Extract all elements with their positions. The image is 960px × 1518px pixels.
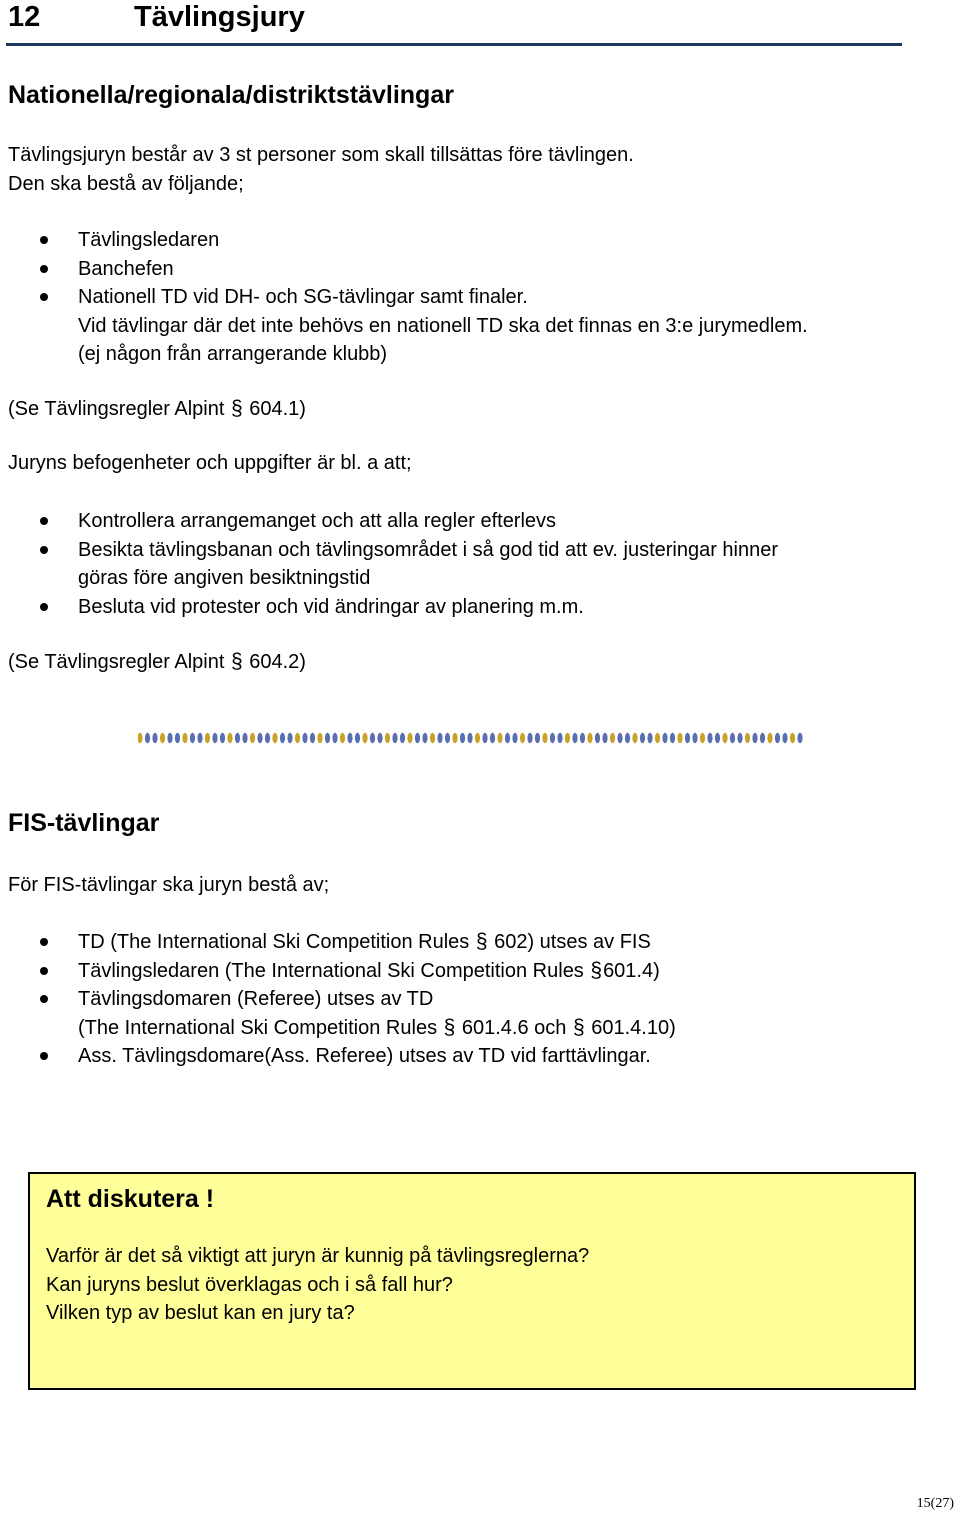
bullet-icon bbox=[40, 967, 48, 975]
divider-bead bbox=[610, 733, 615, 743]
divider-bead bbox=[550, 733, 555, 743]
divider-bead bbox=[295, 733, 300, 743]
divider-bead bbox=[707, 733, 712, 743]
divider-bead bbox=[640, 733, 645, 743]
divider-bead bbox=[475, 733, 480, 743]
bullet-icon bbox=[40, 236, 48, 244]
divider-bead bbox=[670, 733, 675, 743]
divider-bead bbox=[572, 733, 577, 743]
section-sign-icon: § bbox=[590, 958, 603, 982]
divider-bead bbox=[212, 733, 217, 743]
discussion-title: Att diskutera ! bbox=[46, 1185, 215, 1213]
divider-bead bbox=[520, 733, 525, 743]
fis-intro: För FIS-tävlingar ska juryn bestå av; bbox=[8, 874, 330, 896]
divider-bead bbox=[542, 733, 547, 743]
bullet-icon bbox=[40, 938, 48, 946]
divider-bead bbox=[737, 733, 742, 743]
bullet-icon bbox=[40, 293, 48, 301]
list-item-continuation: (ej någon från arrangerande klubb) bbox=[78, 343, 388, 365]
divider-bead bbox=[347, 733, 352, 743]
rule-reference-2: (Se Tävlingsregler Alpint § 604.2) bbox=[8, 650, 306, 673]
divider-bead bbox=[482, 733, 487, 743]
list-item-continuation: (The International Ski Competition Rules § 601.4.6 och § 601.4.10) bbox=[78, 1015, 676, 1039]
chapter-number: 12 bbox=[8, 1, 41, 33]
divider-bead bbox=[332, 733, 337, 743]
divider-bead bbox=[647, 733, 652, 743]
divider-bead bbox=[595, 733, 600, 743]
divider-bead bbox=[715, 733, 720, 743]
rule-reference-1: (Se Tävlingsregler Alpint § 604.1) bbox=[8, 397, 306, 420]
divider-bead bbox=[197, 733, 202, 743]
bullet-icon bbox=[40, 995, 48, 1003]
divider-bead bbox=[167, 733, 172, 743]
divider-bead bbox=[317, 733, 322, 743]
divider-bead bbox=[692, 733, 697, 743]
divider-bead bbox=[557, 733, 562, 743]
divider-bead bbox=[527, 733, 532, 743]
intro-line: Tävlingsjuryn består av 3 st personer som skall tillsättas före tävlingen. bbox=[8, 144, 634, 166]
divider-bead bbox=[265, 733, 270, 743]
divider-bead bbox=[490, 733, 495, 743]
divider-bead bbox=[287, 733, 292, 743]
discussion-question: Kan juryns beslut överklagas och i så fall hur? bbox=[46, 1273, 453, 1296]
divider-bead bbox=[700, 733, 705, 743]
divider-bead bbox=[138, 733, 143, 743]
divider-bead bbox=[677, 733, 682, 743]
list-item: Besikta tävlingsbanan och tävlingsområdet i så god tid att ev. justeringar hinner bbox=[0, 536, 778, 565]
duties-list bbox=[0, 507, 778, 621]
divider-bead bbox=[362, 733, 367, 743]
chapter-rule bbox=[6, 43, 902, 46]
discussion-question: Vilken typ av beslut kan en jury ta? bbox=[46, 1302, 355, 1324]
divider-bead bbox=[272, 733, 277, 743]
divider-bead bbox=[602, 733, 607, 743]
divider-bead bbox=[242, 733, 247, 743]
list-item: Kontrollera arrangemanget och att alla regler efterlevs bbox=[0, 507, 778, 536]
divider-bead bbox=[377, 733, 382, 743]
divider-bead bbox=[227, 733, 232, 743]
divider-bead bbox=[182, 733, 187, 743]
divider-bead bbox=[760, 733, 765, 743]
section-sign-icon: § bbox=[230, 397, 243, 420]
divider-bead bbox=[445, 733, 450, 743]
section-sign-icon: § bbox=[230, 650, 243, 673]
divider-bead bbox=[392, 733, 397, 743]
list-item: Nationell TD vid DH- och SG-tävlingar samt finaler. bbox=[0, 283, 808, 312]
list-item: Banchefen bbox=[0, 255, 808, 284]
divider-bead bbox=[535, 733, 540, 743]
divider-bead bbox=[280, 733, 285, 743]
divider-bead bbox=[797, 733, 802, 743]
divider-bead bbox=[407, 733, 412, 743]
divider-bead bbox=[790, 733, 795, 743]
bullet-icon bbox=[40, 603, 48, 611]
divider-bead bbox=[685, 733, 690, 743]
section-sign-icon: § bbox=[572, 1015, 585, 1039]
list-item: Tävlingsledaren (The International Ski Competition Rules §601.4) bbox=[0, 957, 676, 986]
divider-bead bbox=[220, 733, 225, 743]
divider-bead bbox=[422, 733, 427, 743]
divider-bead bbox=[257, 733, 262, 743]
discussion-question: Varför är det så viktigt att juryn är kunnig på tävlingsreglerna? bbox=[46, 1245, 590, 1267]
divider-bead bbox=[565, 733, 570, 743]
divider-bead bbox=[617, 733, 622, 743]
bullet-icon bbox=[40, 546, 48, 554]
divider-bead bbox=[370, 733, 375, 743]
decorative-divider bbox=[138, 731, 806, 745]
divider-bead bbox=[505, 733, 510, 743]
divider-bead bbox=[400, 733, 405, 743]
list-item: Besluta vid protester och vid ändringar av planering m.m. bbox=[0, 593, 778, 622]
bullet-icon bbox=[40, 517, 48, 525]
divider-bead bbox=[205, 733, 210, 743]
divider-bead bbox=[587, 733, 592, 743]
divider-bead bbox=[752, 733, 757, 743]
divider-bead bbox=[512, 733, 517, 743]
divider-bead bbox=[467, 733, 472, 743]
divider-bead bbox=[580, 733, 585, 743]
divider-bead bbox=[775, 733, 780, 743]
divider-bead bbox=[722, 733, 727, 743]
divider-bead bbox=[730, 733, 735, 743]
divider-bead bbox=[782, 733, 787, 743]
divider-bead bbox=[430, 733, 435, 743]
section-sign-icon: § bbox=[443, 1015, 456, 1039]
divider-bead bbox=[745, 733, 750, 743]
discussion-questions bbox=[46, 1242, 589, 1328]
section-sign-icon: § bbox=[475, 930, 488, 953]
divider-bead bbox=[767, 733, 772, 743]
divider-bead bbox=[190, 733, 195, 743]
divider-bead bbox=[655, 733, 660, 743]
list-item: Ass. Tävlingsdomare(Ass. Referee) utses av TD vid farttävlingar. bbox=[0, 1042, 676, 1071]
intro-text bbox=[8, 141, 634, 198]
divider-bead bbox=[160, 733, 165, 743]
bullet-icon bbox=[40, 265, 48, 273]
page-number: 15(27) bbox=[916, 1496, 954, 1511]
divider-bead bbox=[632, 733, 637, 743]
divider-bead bbox=[175, 733, 180, 743]
divider-bead bbox=[662, 733, 667, 743]
divider-bead bbox=[340, 733, 345, 743]
divider-bead bbox=[460, 733, 465, 743]
divider-bead bbox=[355, 733, 360, 743]
bullet-icon bbox=[40, 1052, 48, 1060]
divider-bead bbox=[325, 733, 330, 743]
divider-bead bbox=[437, 733, 442, 743]
divider-bead bbox=[625, 733, 630, 743]
list-item-continuation: Vid tävlingar där det inte behövs en nationell TD ska det finnas en 3:e jurymedlem. bbox=[78, 314, 808, 337]
divider-bead bbox=[145, 733, 150, 743]
divider-bead bbox=[302, 733, 307, 743]
list-item: Tävlingsledaren bbox=[0, 226, 808, 255]
chapter-title: Tävlingsjury bbox=[134, 1, 305, 33]
section-heading-national: Nationella/regionala/distriktstävlingar bbox=[8, 81, 454, 109]
divider-bead bbox=[452, 733, 457, 743]
intro-line: Den ska bestå av följande; bbox=[8, 172, 244, 195]
duties-intro: Juryns befogenheter och uppgifter är bl. a att; bbox=[8, 452, 412, 474]
divider-bead bbox=[152, 733, 157, 743]
divider-bead bbox=[385, 733, 390, 743]
divider-bead bbox=[415, 733, 420, 743]
divider-bead bbox=[497, 733, 502, 743]
divider-bead bbox=[250, 733, 255, 743]
fis-jury-list bbox=[0, 928, 676, 1071]
list-item-continuation: göras före angiven besiktningstid bbox=[78, 567, 371, 589]
list-item: Tävlingsdomaren (Referee) utses av TD bbox=[0, 985, 676, 1014]
divider-bead bbox=[235, 733, 240, 743]
list-item: TD (The International Ski Competition Rules § 602) utses av FIS bbox=[0, 928, 676, 957]
discussion-box bbox=[28, 1172, 916, 1390]
jury-members-list bbox=[0, 226, 808, 369]
divider-bead bbox=[310, 733, 315, 743]
section-heading-fis: FIS-tävlingar bbox=[8, 809, 160, 837]
